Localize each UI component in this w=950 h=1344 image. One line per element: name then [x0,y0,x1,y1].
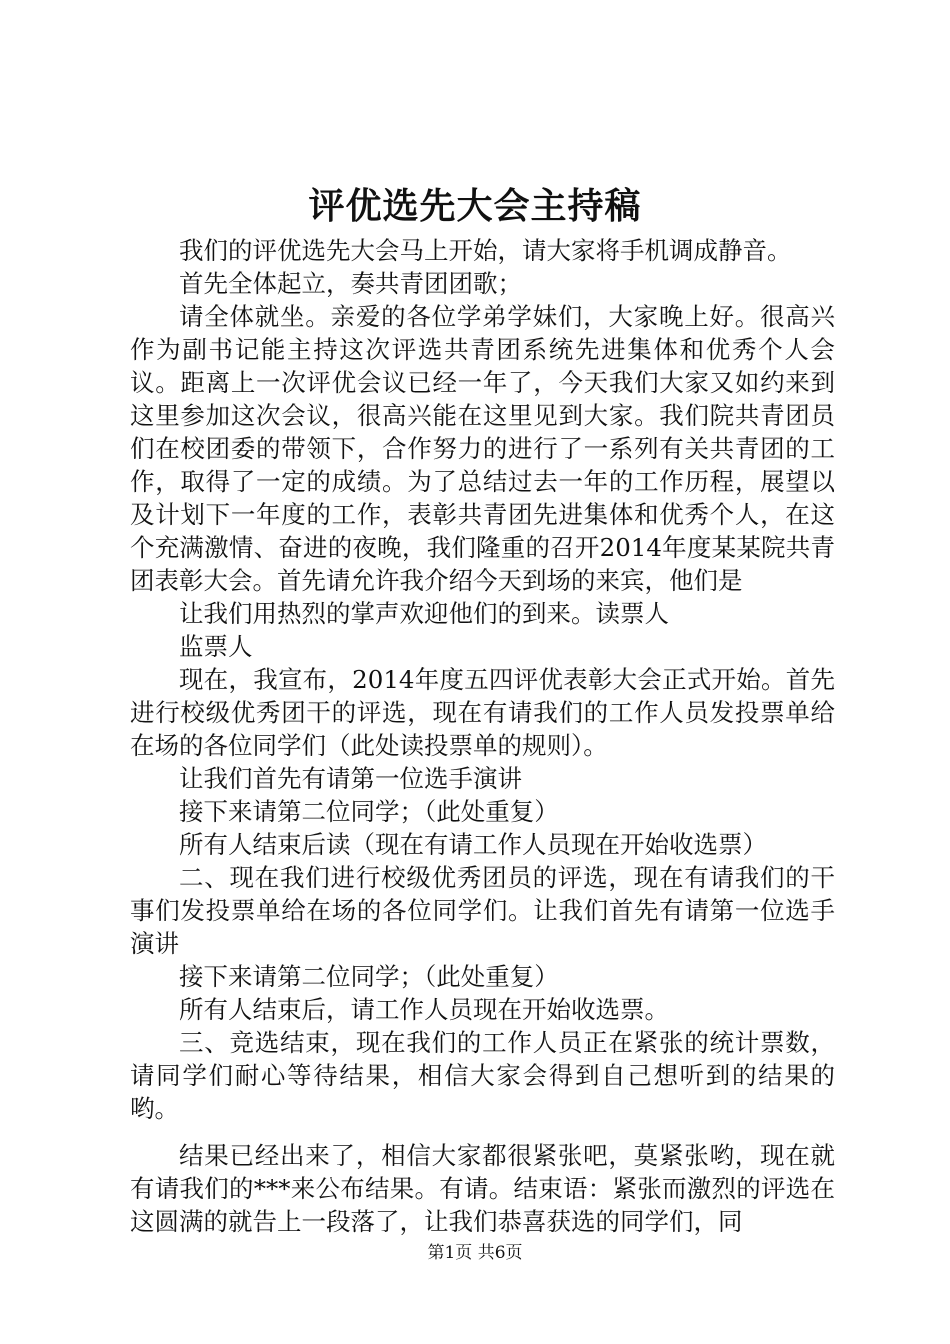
paragraph-9: 所有人结束后读（现在有请工作人员现在开始收选票） [179,830,767,859]
paragraph-3: 请全体就坐。亲爱的各位学弟学妹们，大家晚上好。很高兴作为副书记能主持这次评选共青团系统先进集体和优秀个人会议。距离上一次评优会议已经一年了，今天我们大家又如约来到这里参加这次会议，很高兴能在这里见到大家。我们院共青团员们在校团委的带领下，合作努力的进行了一系列有关共青团的工作，取得了一定的成绩。为了总结过去一年的工作历程，展望以及计划下一年度的工作，表彰共青团先进集体和优秀个人，在这个充满激情、奋进的夜晚，我们隆重的召开2014年度某某院共青团表彰大会。首先请允许我介绍今天到场的来宾，他们是 [130,302,835,595]
paragraph-11: 接下来请第二位同学；（此处重复） [179,962,559,991]
paragraph-10: 二、现在我们进行校级优秀团员的评选，现在有请我们的干事们发投票单给在场的各位同学们。让我们首先有请第一位选手演讲 [130,863,835,958]
paragraph-8: 接下来请第二位同学；（此处重复） [179,797,559,826]
document-title: 评优选先大会主持稿 [308,185,642,227]
paragraph-6: 现在，我宣布，2014年度五四评优表彰大会正式开始。首先进行校级优秀团干的评选，现在有请我们的工作人员发投票单给在场的各位同学们（此处读投票单的规则）。 [130,665,835,760]
page-number-footer: 第1页 共6页 [427,1243,523,1263]
paragraph-7: 让我们首先有请第一位选手演讲 [179,764,522,793]
paragraph-13: 三、竞选结束，现在我们的工作人员正在紧张的统计票数，请同学们耐心等待结果，相信大家会得到自己想听到的结果的哟。 [130,1028,835,1123]
paragraph-1: 我们的评优选先大会马上开始，请大家将手机调成静音。 [179,236,792,265]
paragraph-12: 所有人结束后，请工作人员现在开始收选票。 [179,995,669,1024]
paragraph-5: 监票人 [179,632,253,661]
paragraph-14: 结果已经出来了，相信大家都很紧张吧，莫紧张哟，现在就有请我们的***来公布结果。有请。结束语：紧张而激烈的评选在这圆满的就告上一段落了，让我们恭喜获选的同学们，同 [130,1141,835,1236]
document-body [130,234,835,1238]
paragraph-2: 首先全体起立，奏共青团团歌； [179,269,522,298]
paragraph-4: 让我们用热烈的掌声欢迎他们的到来。读票人 [179,599,669,628]
